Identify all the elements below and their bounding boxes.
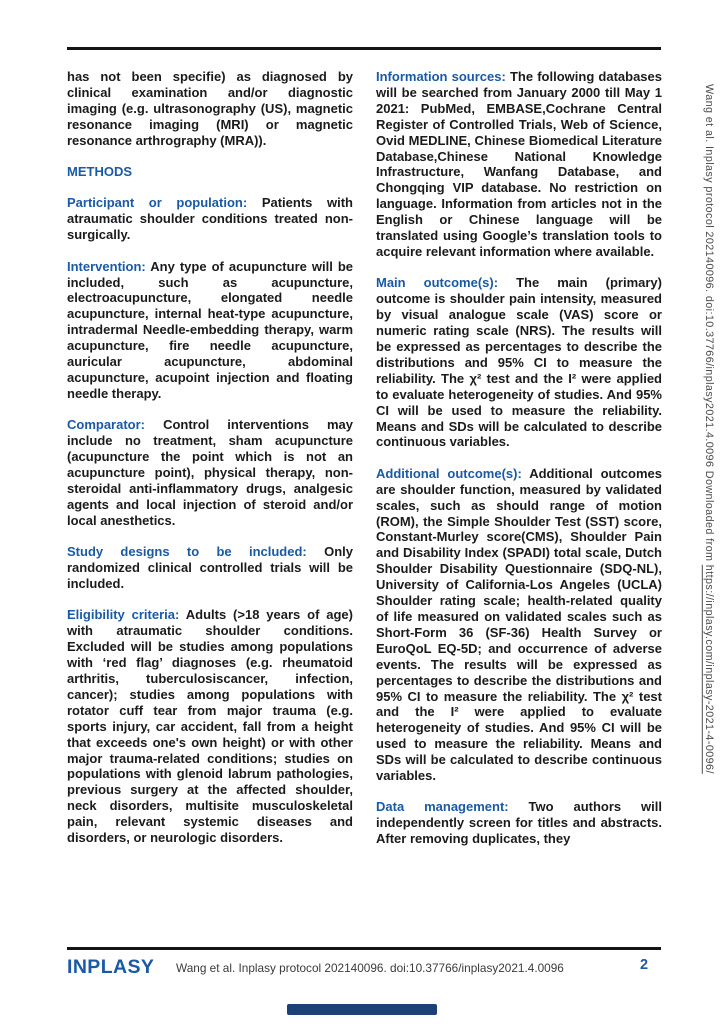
bottom-blue-bar [287, 1004, 437, 1015]
page-number: 2 [640, 957, 649, 973]
bottom-rule [67, 947, 661, 950]
section-paragraph [376, 799, 662, 847]
vertical-citation-text: Wang et al. Inplasy protocol 202140096. doi:10.37766/inplasy2021.4.0096 Downloaded from [703, 84, 715, 565]
section-paragraph [67, 607, 353, 846]
section-label: Participant or population: [67, 195, 248, 211]
section-label: Information sources: [376, 69, 506, 84]
section-text: has not been specifie) as diagnosed by clinical examination and/or diagnostic imaging (e.g. ultrasonography (US), magnetic resonance imaging (MRI) or magnetic resonance arthrography (MRA)). [67, 69, 353, 148]
footer-citation: Wang et al. Inplasy protocol 202140096. doi:10.37766/inplasy2021.4.0096 [176, 961, 564, 975]
section-label: Additional outcome(s): [376, 465, 522, 481]
section-paragraph [67, 164, 353, 180]
section-text: The main (primary) outcome is shoulder pain intensity, measured by visual analogue scale (VAS) score or numeric rating scale (NRS). The results will be expressed as percentages to describe the distributions and 95% CI to measure the reliability. The χ² test and the I² were applied to evaluate heterogeneity of studies. And 95% CI will be used to measure the reliability. Means and SDs will be calculated to describe continuous variables. [376, 275, 662, 450]
section-text: The following databases will be searched from January 2000 till May 1 2021: PubMed, EMBASE,Cochrane Central Register of Controlled Trials, Web of Science, Ovid MEDLINE, Chinese Biomedical Literature Database,Chinese National Knowledge Infrastructure, Wanfang Database, and Chongqing VIP database. No restriction on language. Information from articles not in the English or Chinese language will be translated using Google’s translation tools to acquire relevant information where available. [376, 69, 662, 259]
right-column [376, 69, 662, 847]
text-columns [67, 69, 663, 847]
section-paragraph [67, 417, 353, 528]
section-paragraph [67, 259, 353, 402]
section-paragraph [376, 275, 662, 450]
section-paragraph [376, 69, 662, 260]
section-text: Patients with atraumatic shoulder conditions treated non-surgically. [67, 195, 353, 243]
vertical-citation [703, 84, 715, 924]
section-paragraph [67, 544, 353, 592]
left-column [67, 69, 353, 847]
top-rule [67, 47, 661, 50]
section-text: Any type of acupuncture will be included, such as acupuncture, electroacupuncture, elongated needle acupuncture, internal heat-type acupuncture, intradermal Needle-embedding therapy, warm acupuncture, fire needle acupuncture, auricular acupuncture, abdominal acupuncture, acupoint injection and floating needle therapy. [67, 258, 353, 401]
section-paragraph [67, 69, 353, 149]
section-text: Additional outcomes are shoulder function, measured by validated scales, such as should range of motion (ROM), the Simple Shoulder Test (SST) score, Constant-Murley score(CMS), Shoulder Pain and Disability Index (SPADI) total scale, Dutch Shoulder Disability Questionnaire (SDQ-NL), University of California-Los Angeles (UCLA) Shoulder rating scale; health-related quality of life measured on validated scales such as Short-Form 36 (SF-36) Health Survey or EuroQoL EQ-5D; and occurrence of adverse events. The results will be expressed as percentages to describe the distributions and 95% CI to measure the reliability. The χ² test and the I² were applied to evaluate heterogeneity of studies. And 95% CI will be used to measure the reliability. Means and SDs will be calculated to describe continuous variables. [376, 465, 662, 784]
section-label: Eligibility criteria: [67, 607, 180, 623]
section-label: Main outcome(s): [376, 275, 499, 291]
section-label: Study designs to be included: [67, 544, 307, 560]
section-text: Two authors will independently screen for titles and abstracts. After removing duplicates, they [376, 799, 662, 847]
section-text: Only randomized clinical controlled trials will be included. [67, 544, 353, 591]
section-label: METHODS [67, 164, 132, 180]
section-label: Intervention: [67, 258, 146, 274]
inplasy-logo: INPLASY [67, 956, 155, 978]
vertical-citation-link[interactable]: https://inplasy.com/inplasy-2021-4-0096/ [703, 564, 715, 774]
section-text: Control interventions may include no treatment, sham acupuncture (acupuncture the point which is not an acupuncture point), physical therapy, non-steroidal anti-inflammatory drugs, analgesic agents and local injection of steroid and/or local anesthetics. [67, 417, 353, 528]
section-text: Adults (>18 years of age) with atraumatic shoulder conditions. Excluded will be studies among populations with ‘red flag’ diagnoses (e.g. rheumatoid arthritis, tuberculosiscancer, infection, cancer); studies among populations with rotator cuff tear from major trauma (e.g. sports injury, car accident, fall from a height that exceeds one's own height) or with other major trauma-related conditions; studies on populations with glenoid labrum pathologies, previous surgery at the affected shoulder, neck disorders, multisite musculoskeletal pain, relevant systemic diseases and disorders, or neurologic disorders. [67, 607, 353, 846]
section-label: Comparator: [67, 417, 146, 433]
section-paragraph [376, 466, 662, 784]
section-paragraph [67, 195, 353, 243]
section-label: Data management: [376, 799, 509, 815]
